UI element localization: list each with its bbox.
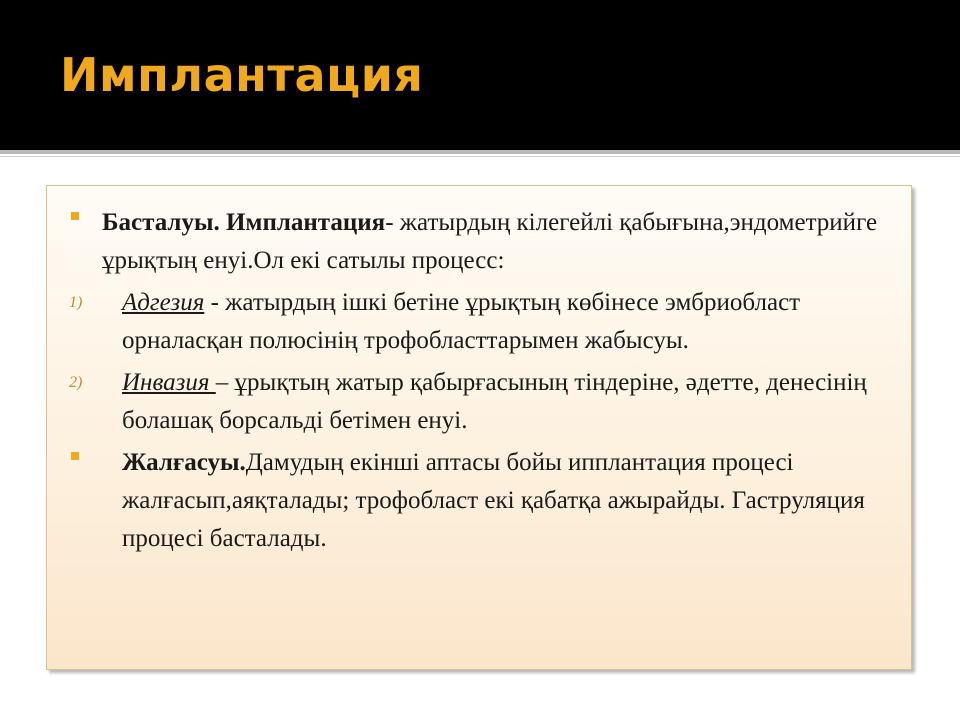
item-lead: Басталуы. Имплантация <box>102 209 386 236</box>
list-number: 1) <box>69 294 83 311</box>
list-item-text <box>102 204 891 280</box>
slide-title: Имплантация <box>60 48 424 102</box>
list-item-text <box>122 284 891 360</box>
item-body: – ұрықтың жатыр қабырғасының тіндеріне, әдетте, денесінің болашақ борсальді бетімен енуі. <box>122 369 867 434</box>
square-bullet-icon <box>71 212 79 220</box>
list-item <box>47 284 911 360</box>
title-bar <box>0 0 960 150</box>
list-item <box>47 444 911 558</box>
item-body: Дамудың екінші аптасы бойы ипплантация процесі жалғасып,аяқталады; трофобласт екі қабатқа ажырайды. Гаструляция процесі басталады. <box>122 449 865 552</box>
list-number: 2) <box>69 374 83 391</box>
square-bullet-icon <box>71 452 79 460</box>
title-divider <box>0 150 960 154</box>
list-item <box>47 204 911 280</box>
item-lead: Жалғасуы. <box>122 449 246 476</box>
list-item-text <box>122 444 891 558</box>
item-body: - жатырдың ішкі бетіне ұрықтың көбінесе эмбриобласт орналасқан полюсінің трофобласттарымен жабысуы. <box>122 289 801 354</box>
bullet-list <box>47 204 911 562</box>
item-body: - жатырдың кілегейлі қабығына,эндометрийге ұрықтың енуі.Ол екі сатылы процесс: <box>102 209 878 274</box>
item-term: Адгезия <box>122 289 205 316</box>
title-divider-thin <box>0 156 960 157</box>
content-box <box>46 185 912 670</box>
list-item <box>47 364 911 440</box>
list-item-text <box>122 364 891 440</box>
item-term: Инвазия <box>122 369 216 396</box>
